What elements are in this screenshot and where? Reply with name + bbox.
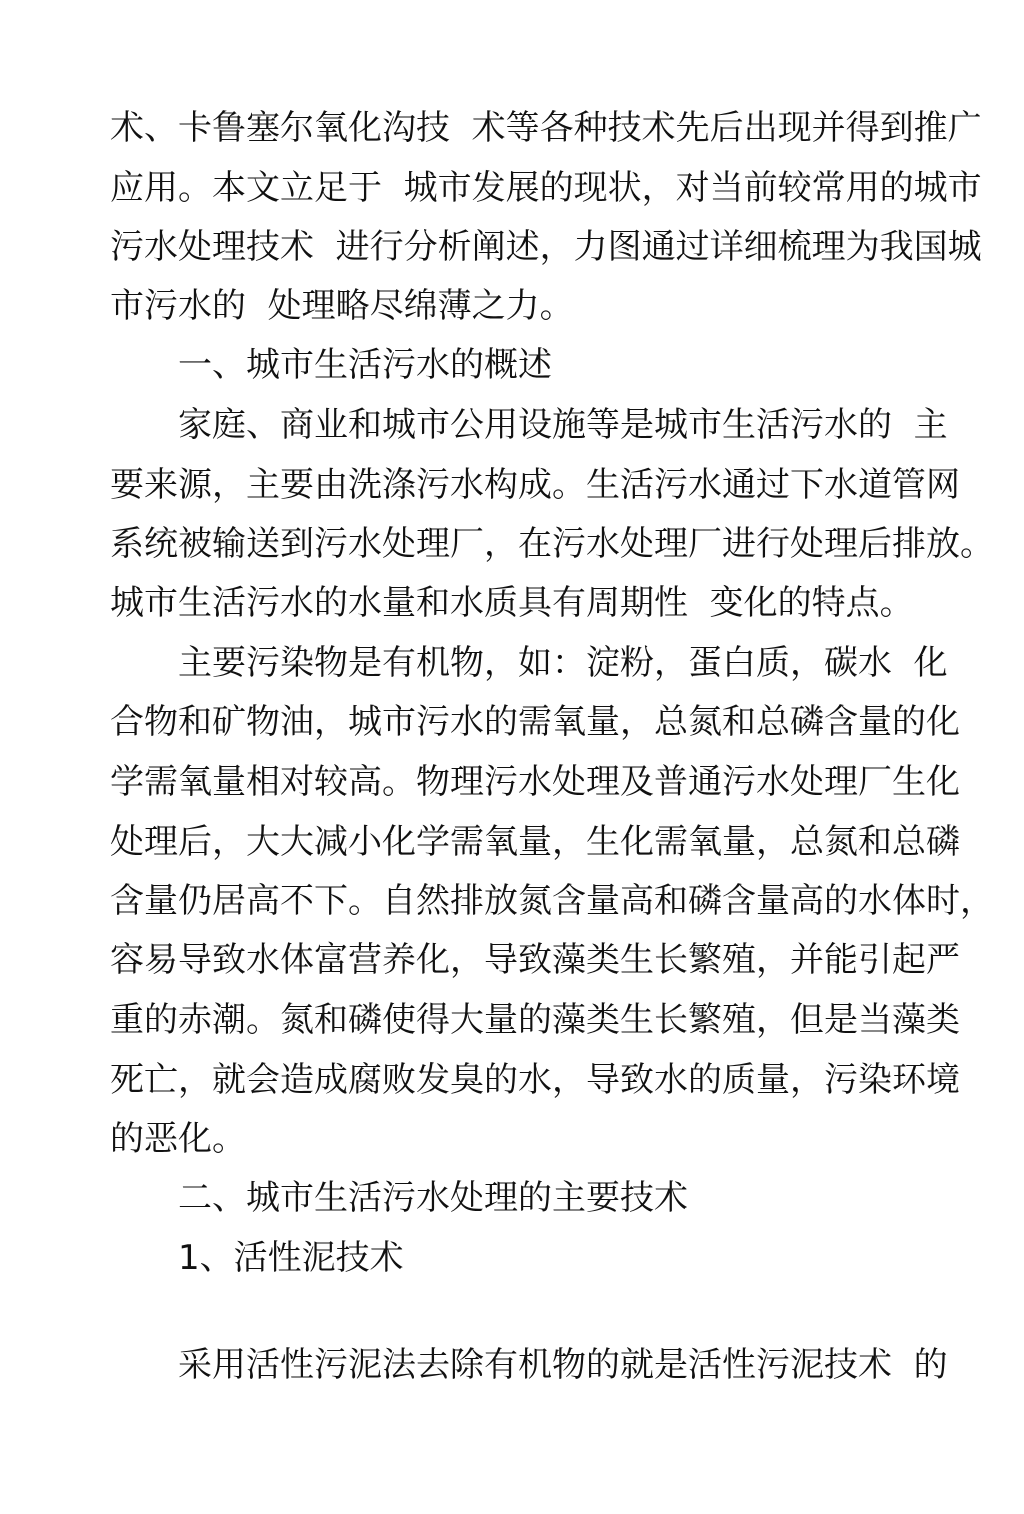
section-heading: 二、城市生活污水处理的主要技术 xyxy=(178,1178,688,1218)
text-line: 含量仍居高不下。自然排放氮含量高和磷含量高的水体时， xyxy=(110,881,994,921)
text-line: 死亡，就会造成腐败发臭的水，导致水的质量，污染环境 xyxy=(110,1060,960,1100)
text-line: 采用活性污泥法去除有机物的就是活性污泥技术 的 xyxy=(178,1345,948,1385)
text-line: 城市生活污水的水量和水质具有周期性 变化的特点。 xyxy=(110,583,914,623)
text-line: 的恶化。 xyxy=(110,1119,246,1159)
text-line: 系统被输送到污水处理厂，在污水处理厂进行处理后排放。 xyxy=(110,524,994,564)
text-line: 家庭、商业和城市公用设施等是城市生活污水的 主 xyxy=(178,405,948,445)
text-line: 处理后，大大减小化学需氧量，生化需氧量，总氮和总磷 xyxy=(110,822,960,862)
text-line: 重的赤潮。氮和磷使得大量的藻类生长繁殖，但是当藻类 xyxy=(110,1000,960,1040)
text-line: 市污水的 处理略尽绵薄之力。 xyxy=(110,286,574,326)
text-line: 学需氧量相对较高。物理污水处理及普通污水处理厂生化 xyxy=(110,762,960,802)
text-line: 主要污染物是有机物，如：淀粉，蛋白质，碳水 化 xyxy=(178,643,948,683)
text-line: 应用。本文立足于 城市发展的现状，对当前较常用的城市 xyxy=(110,168,982,208)
text-line: 要来源，主要由洗涤污水构成。生活污水通过下水道管网 xyxy=(110,465,960,505)
subsection-heading: 1、活性泥技术 xyxy=(178,1238,404,1278)
text-line: 合物和矿物油，城市污水的需氧量，总氮和总磷含量的化 xyxy=(110,702,960,742)
text-line: 容易导致水体富营养化，导致藻类生长繁殖，并能引起严 xyxy=(110,940,960,980)
text-line: 术、卡鲁塞尔氧化沟技 术等各种技术先后出现并得到推广 xyxy=(110,108,982,148)
section-heading: 一、城市生活污水的概述 xyxy=(178,345,552,385)
text-line: 污水处理技术 进行分析阐述，力图通过详细梳理为我国城 xyxy=(110,227,982,267)
